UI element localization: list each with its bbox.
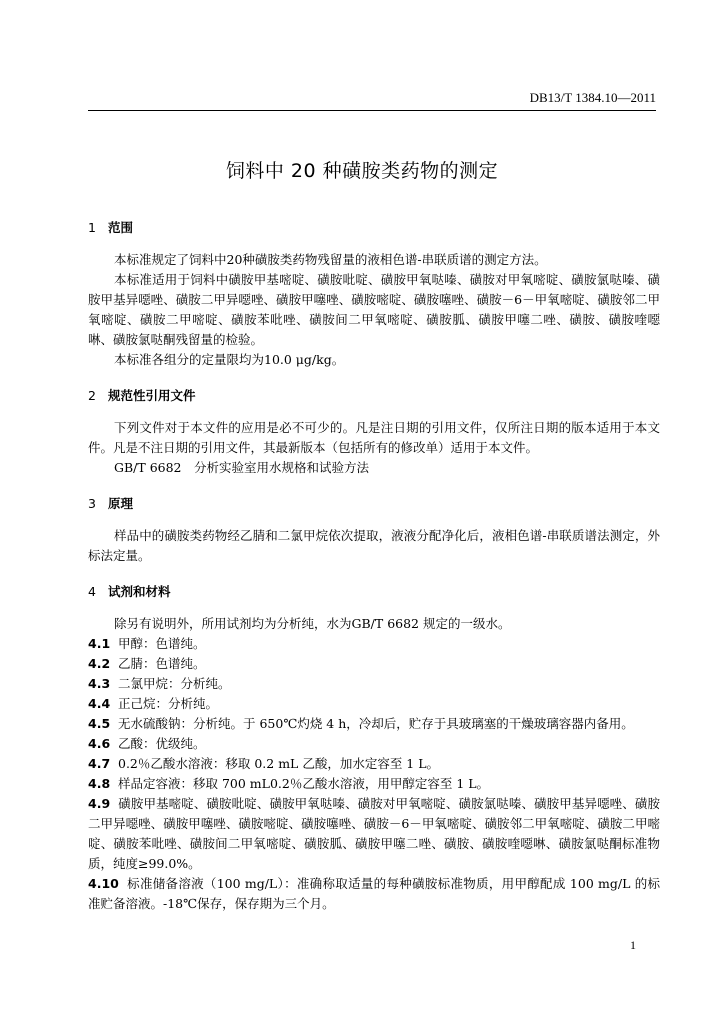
section-heading-principle — [88, 494, 660, 514]
item-text: 0.2％乙酸水溶液：移取 0.2 mL 乙酸，加水定容至 1 L。 — [118, 756, 440, 771]
reference-entry: GB/T 6682 分析实验室用水规格和试验方法 — [114, 460, 370, 475]
section-number: 1 — [88, 220, 96, 235]
item-number: 4.8 — [88, 776, 111, 791]
item-number: 4.10 — [88, 876, 119, 891]
item-number: 4.1 — [88, 636, 111, 651]
section-number: 3 — [88, 496, 96, 511]
section-heading-reagents — [88, 582, 660, 602]
section-title: 规范性引用文件 — [108, 388, 196, 403]
paragraph: 样品中的磺胺类药物经乙腈和二氯甲烷依次提取，液液分配净化后，液相色谱-串联质谱法测定，外标法定量。 — [88, 528, 660, 563]
section-title: 原理 — [108, 496, 134, 511]
list-item — [88, 654, 660, 674]
paragraph: 本标准各组分的定量限均为10.0 μg/kg。 — [114, 352, 345, 367]
item-number: 4.4 — [88, 696, 111, 711]
list-item — [88, 734, 660, 754]
item-number: 4.9 — [88, 796, 111, 811]
paragraph: 本标准适用于饲料中磺胺甲基嘧啶、磺胺吡啶、磺胺甲氧哒嗪、磺胺对甲氧嘧啶、磺胺氯哒嗪、磺胺甲基异噁唑、磺胺二甲异噁唑、磺胺甲噻唑、磺胺嘧啶、磺胺噻唑、磺胺－6－甲氧嘧啶、磺胺邻二甲氧嘧啶、磺胺二甲嘧啶、磺胺苯吡唑、磺胺间二甲氧嘧啶、磺胺胍、磺胺甲噻二唑、磺胺、磺胺喹噁啉、磺胺氯哒酮残留量的检验。 — [88, 272, 660, 347]
paragraph: 除另有说明外，所用试剂均为分析纯，水为GB/T 6682 规定的一级水。 — [114, 616, 511, 631]
item-text: 标准储备溶液（100 mg/L）：准确称取适量的每种磺胺标准物质，用甲醇配成 100 mg/L 的标准贮备溶液。-18℃保存，保存期为三个月。 — [88, 876, 660, 911]
list-item — [88, 674, 660, 694]
item-number: 4.6 — [88, 736, 111, 751]
section-title: 范围 — [108, 220, 134, 235]
item-text: 样品定容液：移取 700 mL0.2％乙酸水溶液，用甲醇定容至 1 L。 — [118, 776, 490, 791]
document-body — [88, 218, 660, 914]
list-item — [88, 874, 660, 914]
item-text: 二氯甲烷：分析纯。 — [118, 676, 231, 691]
paragraph: 本标准规定了饲料中20种磺胺类药物残留量的液相色谱-串联质谱的测定方法。 — [114, 252, 547, 267]
item-text: 甲醇：色谱纯。 — [118, 636, 206, 651]
list-item — [88, 754, 660, 774]
item-text: 磺胺甲基嘧啶、磺胺吡啶、磺胺甲氧哒嗪、磺胺对甲氧嘧啶、磺胺氯哒嗪、磺胺甲基异噁唑、磺胺二甲异噁唑、磺胺甲噻唑、磺胺嘧啶、磺胺噻唑、磺胺－6－甲氧嘧啶、磺胺邻二甲氧嘧啶、磺胺二甲嘧啶、磺胺苯吡唑、磺胺间二甲氧嘧啶、磺胺胍、磺胺甲噻二唑、磺胺、磺胺喹噁啉、磺胺氯哒酮标准物质，纯度≥99.0%。 — [88, 796, 660, 871]
item-number: 4.3 — [88, 676, 111, 691]
section-title: 试剂和材料 — [108, 584, 171, 599]
document-code: DB13/T 1384.10—2011 — [529, 90, 656, 105]
list-item — [88, 714, 660, 734]
item-text: 乙酸：优级纯。 — [118, 736, 206, 751]
list-item — [88, 634, 660, 654]
item-text: 正己烷：分析纯。 — [118, 696, 219, 711]
section-number: 4 — [88, 584, 96, 599]
item-number: 4.7 — [88, 756, 111, 771]
item-text: 无水硫酸钠：分析纯。于 650℃灼烧 4 h，冷却后，贮存于具玻璃塞的干燥玻璃容器内备用。 — [118, 716, 634, 731]
item-number: 4.2 — [88, 656, 111, 671]
list-item — [88, 694, 660, 714]
list-item — [88, 794, 660, 874]
document-title: 饲料中 20 种磺胺类药物的测定 — [225, 160, 499, 182]
section-heading-scope — [88, 218, 660, 238]
section-heading-normative-references — [88, 386, 660, 406]
paragraph: 下列文件对于本文件的应用是必不可少的。凡是注日期的引用文件，仅所注日期的版本适用于本文件。凡是不注日期的引用文件，其最新版本（包括所有的修改单）适用于本文件。 — [88, 420, 660, 455]
section-number: 2 — [88, 388, 96, 403]
item-text: 乙腈：色谱纯。 — [118, 656, 206, 671]
header-rule — [88, 110, 656, 111]
item-number: 4.5 — [88, 716, 111, 731]
page-number: 1 — [630, 938, 636, 952]
list-item — [88, 774, 660, 794]
